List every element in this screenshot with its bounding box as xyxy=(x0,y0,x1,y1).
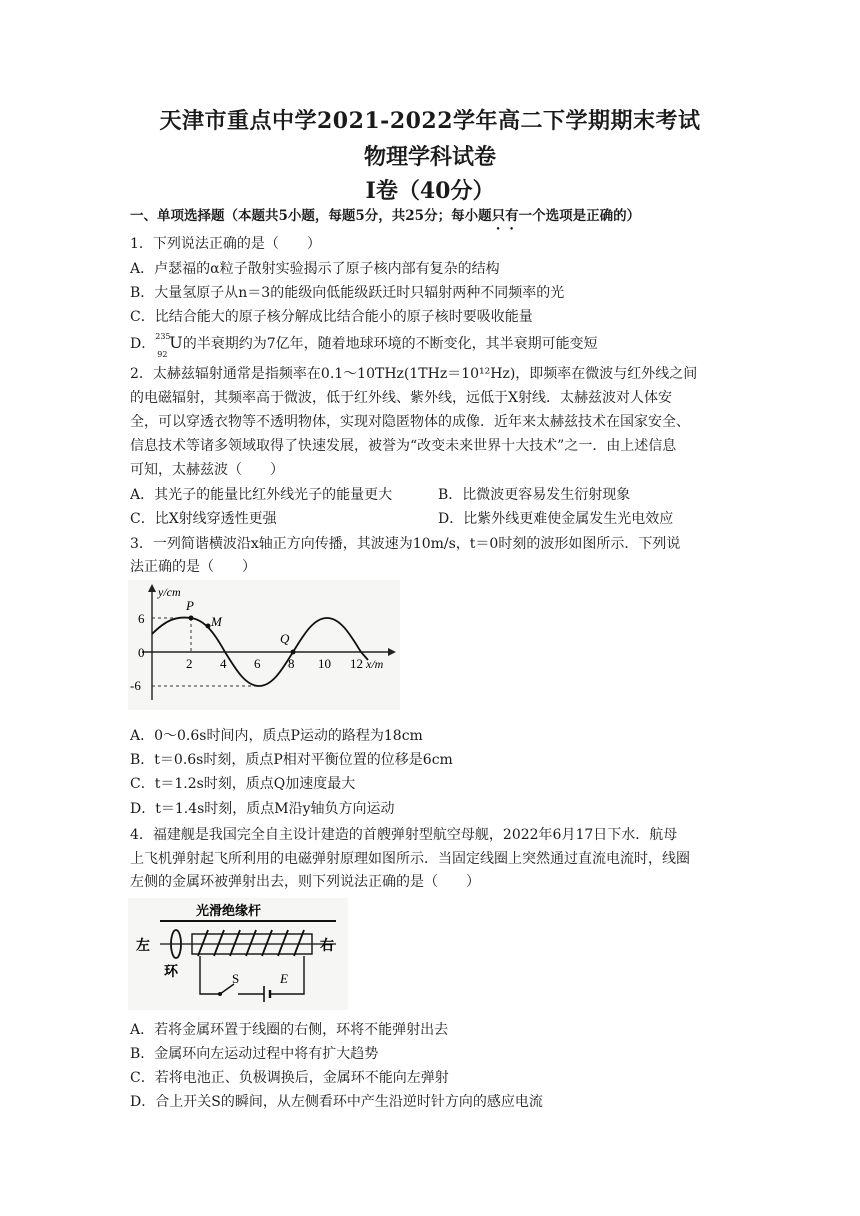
wave-graph xyxy=(128,580,400,710)
left-label: 左 xyxy=(136,938,150,954)
q2-line-3: 全，可以穿透衣物等不透明物体，实现对隐匿物体的成像．近年来太赫兹技术在国家安全、 xyxy=(130,414,690,430)
q3-line-1: 3．一列简谐横波沿x轴正方向传播，其波速为10m/s，t＝0时刻的波形如图所示．下列说 xyxy=(130,536,681,552)
right-label: 右 xyxy=(320,938,334,954)
q1-option-a: A．卢瑟福的α粒子散射实验揭示了原子核内部有复杂的结构 xyxy=(130,261,500,277)
point-p-marker xyxy=(189,616,194,621)
q2-line-5: 可知，太赫兹波（ ） xyxy=(130,462,284,478)
x-tick-4: 4 xyxy=(220,656,227,671)
q1-option-c: C．比结合能大的原子核分解成比结合能小的原子核时要吸收能量 xyxy=(130,309,533,325)
nuclide-symbol: U xyxy=(169,333,183,352)
q2-line-4: 信息技术等诸多领域取得了快速发展，被誉为“改变未来世界十大技术”之一．由上述信息 xyxy=(130,438,677,454)
q4-line-2: 上飞机弹射起飞所利用的电磁弹射原理如图所示．当固定线圈上突然通过直流电流时，线圈 xyxy=(130,851,690,867)
rod-label: 光滑绝缘杆 xyxy=(196,904,262,919)
x-tick-6: 6 xyxy=(254,656,261,671)
y-tick-neg6: -6 xyxy=(130,678,141,693)
electromagnetic-launcher-diagram xyxy=(128,898,348,1010)
q3-option-c: C．t＝1.2s时刻，质点Q加速度最大 xyxy=(130,776,356,792)
x-tick-10: 10 xyxy=(318,656,331,671)
q3-option-d: D．t＝1.4s时刻，质点M沿y轴负方向运动 xyxy=(130,801,395,817)
q1-option-b: B．大量氢原子从n＝3的能级向低能级跃迁时只辐射两种不同频率的光 xyxy=(130,285,565,301)
x-axis-label: x/m xyxy=(366,657,384,671)
ring-label: 环 xyxy=(164,964,178,980)
q2-option-a: A．其光子的能量比红外线光子的能量更大 xyxy=(130,487,393,503)
switch-pivot xyxy=(218,992,222,996)
q4-line-1: 4．福建舰是我国完全自主设计建造的首艘弹射型航空母舰，2022年6月17日下水．航母 xyxy=(130,827,678,843)
y-tick-6: 6 xyxy=(138,611,145,626)
point-p-label: P xyxy=(186,598,194,613)
point-m-marker xyxy=(206,624,211,629)
x-tick-8: 8 xyxy=(288,656,295,671)
y-tick-0: 0 xyxy=(138,645,145,660)
q2-line-1: 2．太赫兹辐射通常是指频率在0.1～10THz(1THz＝10¹²Hz)，即频率在微波与红外线之间 xyxy=(130,366,698,382)
point-q-marker xyxy=(291,650,296,655)
nuclide-mass-number: 235 xyxy=(155,332,171,341)
exam-title: 天津市重点中学2021-2022学年高二下学期期末考试 xyxy=(159,108,701,134)
q2-line-2: 的电磁辐射，其频率高于微波，低于红外线、紫外线，远低于X射线．太赫兹波对人体安 xyxy=(130,390,672,406)
q3-option-b: B．t＝0.6s时刻，质点P相对平衡位置的位移是6cm xyxy=(130,752,453,768)
y-axis-label: y/cm xyxy=(158,585,181,599)
q4-option-b: B．金属环向左运动过程中将有扩大趋势 xyxy=(130,1046,379,1062)
x-tick-2: 2 xyxy=(186,656,193,671)
q3-line-2: 法正确的是（ ） xyxy=(130,559,256,575)
nuclide-atomic-number: 92 xyxy=(157,350,168,359)
q4-line-3: 左侧的金属环被弹射出去，则下列说法正确的是（ ） xyxy=(130,874,480,890)
q2-option-c: C．比X射线穿透性更强 xyxy=(130,511,277,527)
q2-option-b: B．比微波更容易发生衍射现象 xyxy=(438,487,631,503)
q1-stem: 1．下列说法正确的是（ ） xyxy=(130,236,321,252)
point-m-label: M xyxy=(211,614,222,629)
section-heading: 一、单项选择题（本题共5小题，每题5分，共25分；每小题只有一个选项是正确的） xyxy=(130,208,641,224)
q4-option-c: C．若将电池正、负极调换后，金属环不能向左弹射 xyxy=(130,1070,449,1086)
exam-subject: 物理学科试卷 xyxy=(363,144,496,170)
switch-label: S xyxy=(232,971,240,986)
battery-label: E xyxy=(280,971,288,986)
point-q-label: Q xyxy=(280,631,290,646)
q2-option-d: D．比紫外线更难使金属发生光电效应 xyxy=(438,511,674,527)
x-tick-12: 12 xyxy=(350,656,363,671)
wave-graph-background xyxy=(128,580,400,710)
q4-option-d: D．合上开关S的瞬间，从左侧看环中产生沿逆时针方向的感应电流 xyxy=(130,1094,543,1110)
q3-option-a: A．0～0.6s时间内，质点P运动的路程为18cm xyxy=(130,728,423,744)
q4-option-a: A．若将金属环置于线圈的右侧，环将不能弹射出去 xyxy=(130,1022,449,1038)
exam-part: Ⅰ卷（40分） xyxy=(365,178,495,204)
q1-option-d: D． 235 92 U的半衰期约为7亿年，随着地球环境的不断变化，其半衰期可能变短 xyxy=(130,334,740,353)
